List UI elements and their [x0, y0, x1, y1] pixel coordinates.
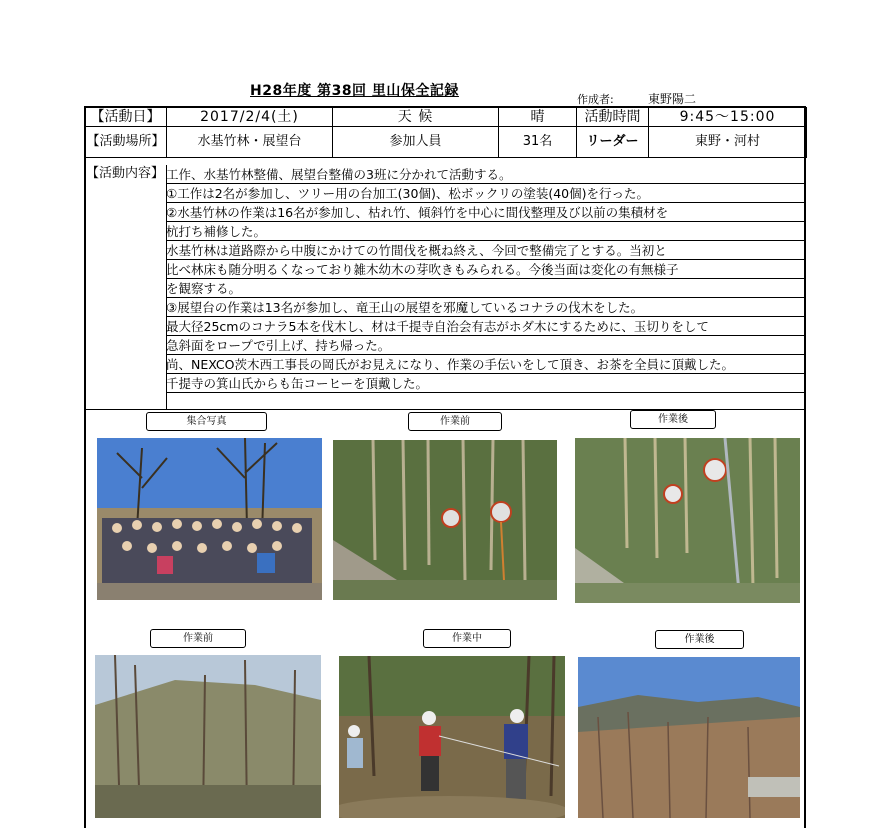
content-line: 工作、水基竹林整備、展望台整備の3班に分かれて活動する。 — [166, 165, 806, 184]
photo-caption: 作業後 — [630, 410, 716, 429]
photo-caption: 作業前 — [408, 412, 502, 431]
content-line: 水基竹林は道路際から中腹にかけての竹間伐を概ね終え、今回で整備完了とする。当初と — [166, 241, 806, 260]
group-photo — [97, 438, 322, 600]
content-line: を観察する。 — [166, 279, 806, 298]
content-line: 比べ林床も随分明るくなっており雑木幼木の芽吹きもみられる。今後当面は変化の有無様子 — [166, 260, 806, 279]
photo-caption: 作業後 — [655, 630, 744, 649]
time-value: 9:45〜15:00 — [649, 108, 807, 127]
content-line: ②水基竹林の作業は16名が参加し、枯れ竹、傾斜竹を中心に間伐整理及び以前の集積材を — [166, 203, 806, 222]
time-label: 活動時間 — [577, 108, 649, 127]
lookout-before-photo — [95, 655, 321, 818]
bamboo-before-photo — [333, 440, 557, 600]
weather-label: 天 候 — [333, 108, 499, 127]
content-line: 尚、NEXCO茨木西工事長の岡氏がお見えになり、作業の手伝いをして頂き、お茶を全員に頂戴した。 — [166, 355, 806, 374]
place-label: 【活動場所】 — [85, 127, 167, 158]
photo-caption: 作業中 — [423, 629, 511, 648]
photo-caption: 作業前 — [150, 629, 246, 648]
leader-value: 東野・河村 — [649, 127, 807, 158]
content-line: 杭打ち補修した。 — [166, 222, 806, 241]
weather-value: 晴 — [499, 108, 577, 127]
page-title: H28年度 第38回 里山保全記録 — [250, 83, 459, 99]
participants-value: 31名 — [499, 127, 577, 158]
content-line: ③展望台の作業は13名が参加し、竜王山の展望を邪魔しているコナラの伐木をした。 — [166, 298, 806, 317]
bamboo-after-photo — [575, 438, 800, 603]
content-line: 急斜面をロープで引上げ、持ち帰った。 — [166, 336, 806, 355]
work-in-progress-photo — [339, 656, 565, 818]
date-label: 【活動日】 — [85, 108, 167, 127]
leader-label: リーダー — [577, 127, 649, 158]
place-value: 水基竹林・展望台 — [167, 127, 333, 158]
lookout-after-photo — [578, 657, 800, 818]
participants-label: 参加人員 — [333, 127, 499, 158]
content-line: 最大径25cmのコナラ5本を伐木し、材は千提寺自治会有志がホダ木にするために、玉切りをして — [166, 317, 806, 336]
photo-caption: 集合写真 — [146, 412, 267, 431]
content-line: 千提寺の箕山氏からも缶コーヒーを頂戴した。 — [166, 374, 806, 393]
header-table — [84, 107, 807, 158]
content-label: 【活動内容】 — [86, 166, 165, 181]
content-line: ①工作は2名が参加し、ツリー用の台加工(30個)、松ボックリの塗装(40個)を行った。 — [166, 184, 806, 203]
date-value: 2017/2/4(土) — [167, 108, 333, 127]
author-label: 作成者: — [577, 93, 614, 106]
content-line — [166, 393, 806, 410]
author-name: 東野陽二 — [648, 92, 697, 106]
